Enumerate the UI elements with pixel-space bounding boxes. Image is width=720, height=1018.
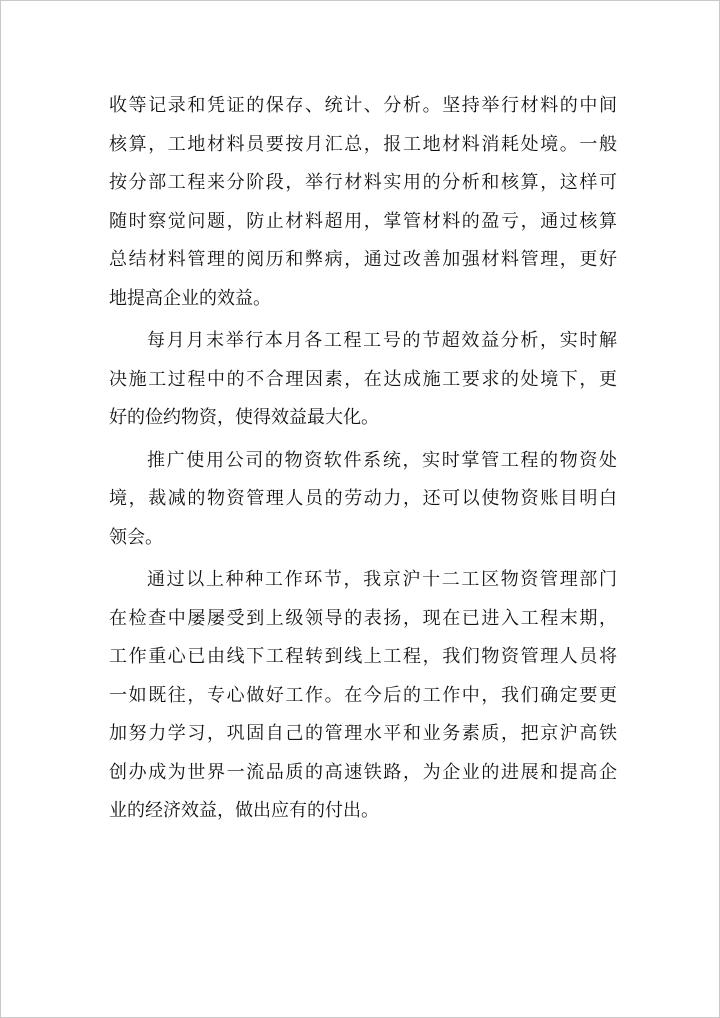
text-line: 创办成为世界一流品质的高速铁路，为企业的进展和提高企 bbox=[109, 761, 617, 783]
text-line: 业的经济效益，做出应有的付出。 bbox=[109, 800, 379, 821]
text-line: 领会。 bbox=[109, 526, 163, 548]
text-line: 好的俭约物资，使得效益最大化。 bbox=[109, 407, 379, 428]
text-line: 推广使用公司的物资软件系统，实时掌管工程的物资处 bbox=[147, 449, 617, 471]
text-line: 决施工过程中的不合理因素，在达成施工要求的处境下，更 bbox=[109, 368, 617, 390]
text-line: 地提高企业的效益。 bbox=[109, 287, 271, 309]
paragraph-3 bbox=[109, 442, 617, 558]
text-line: 每月月末举行本月各工程工号的节超效益分析，实时解 bbox=[147, 330, 617, 351]
text-line: 总结材料管理的阅历和弊病，通过改善加强材料管理，更好 bbox=[109, 249, 617, 270]
text-line: 一如既往，专心做好工作。在今后的工作中，我们确定要更 bbox=[109, 684, 617, 706]
paragraph-4 bbox=[109, 561, 617, 831]
text-line: 境，裁减的物资管理人员的劳动力，还可以使物资账目明白 bbox=[109, 488, 617, 509]
text-line: 在检查中屡屡受到上级领导的表扬，现在已进入工程末期， bbox=[109, 607, 617, 629]
text-line: 按分部工程来分阶段，举行材料实用的分析和核算，这样可 bbox=[109, 172, 617, 193]
text-line: 收等记录和凭证的保存、统计、分析。坚持举行材料的中间 bbox=[109, 95, 617, 116]
text-line: 随时察觉问题，防止材料超用，掌管材料的盈亏，通过核算 bbox=[109, 210, 617, 232]
paragraph-2 bbox=[109, 322, 617, 438]
document-body bbox=[109, 87, 617, 831]
text-line: 通过以上种种工作环节，我京沪十二工区物资管理部门 bbox=[147, 569, 617, 590]
text-line: 加努力学习，巩固自己的管理水平和业务素质，把京沪高铁 bbox=[109, 723, 617, 744]
text-line: 工作重心已由线下工程转到线上工程，我们物资管理人员将 bbox=[109, 646, 617, 667]
text-line: 核算，工地材料员要按月汇总，报工地材料消耗处境。一般 bbox=[109, 133, 617, 155]
paragraph-1 bbox=[109, 87, 617, 318]
